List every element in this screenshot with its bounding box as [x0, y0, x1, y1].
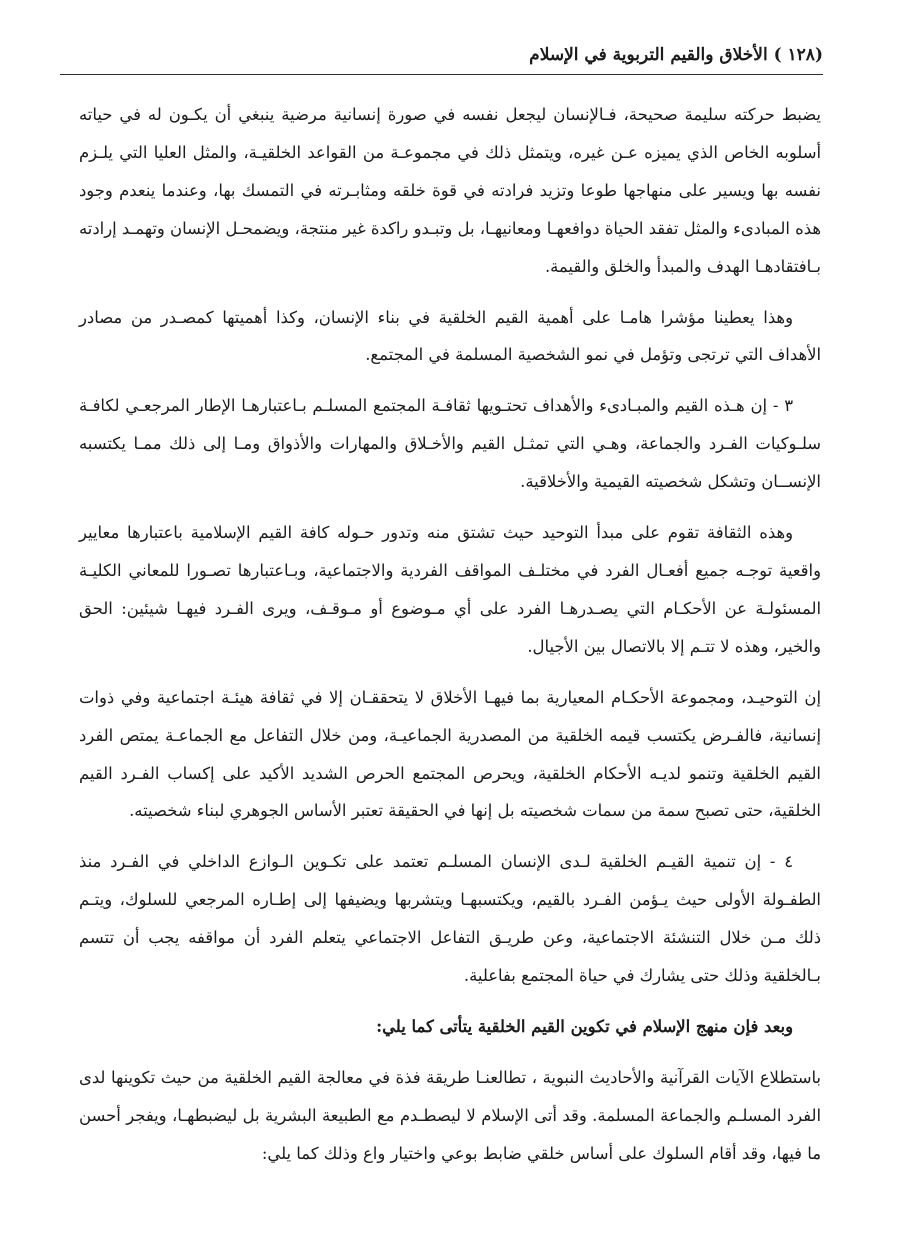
running-header [60, 40, 823, 72]
numbered-paragraph-4: ٤ - إن تنمية القيـم الخلقية لـدى الإنسان المسلـم تعتمد على تكـوين الـوازع الداخلي في الفـرد منذ الطفـولة الأولى حيث يـؤمن الفـرد بالقيم، ويكتسبهـا ويتشربها ويضيفها إلى إطـاره المرجعي للسلوك، ويتـم ذلك مـن خلال التنشئة الاجتماعية، وعن طريـق التفاعل الاجتماعي يتعلم الفرد أن مواقفه يجب أن تتسم بـالخلقية وذلك حتى يشارك في حياة المجتمع بفاعلية. [79, 852, 821, 986]
body-text [79, 96, 821, 1186]
paragraph: يضبط حركته سليمة صحيحة، فـالإنسان ليجعل نفسه في صورة إنسانية مرضية ينبغي أن يكـون له في حياته أسلوبه الخاص الذي يميزه عـن غيره، ويتمثل ذلك في مجموعـة من القواعد الخلقيـة، والمثل العليا التي يلـزم نفسه بها ويسير على منهاجها طوعا وتزيد فرادته في قوة خلقه ومثابـرته في التمسك بها، وعندما ينعدم وجود هذه المبادىء والمثل تفقد الحياة دوافعهـا ومعانيهـا، بل وتبـدو راكدة غير منتجة، ويضمحـل الإنسان وتهمـد إرادته بـافتقادهـا الهدف والمبدأ والخلق والقيمة. [79, 105, 822, 276]
numbered-paragraph-3: ٣ - إن هـذه القيم والمبـادىء والأهداف تحتـويها ثقافـة المجتمع المسلـم بـاعتبارهـا الإطار المرجعـي لكافـة سلـوكيات الفـرد والجماعة، وهـي التي تمثـل القيم والأخـلاق والمهارات والأذواق ومـا إلى ذلك ممـا يكتسبه الإنســان وتشكل شخصيته القيمية والأخلاقية. [79, 396, 821, 492]
paragraph: وهذا يعطينا مؤشرا هامـا على أهمية القيم الخلقية في بناء الإنسان، وكذا أهميتها كمصـدر من مصادر الأهداف التي ترتجى وتؤمل في نمو الشخصية المسلمة في المجتمع. [79, 307, 821, 365]
paragraph: إن التوحيـد، ومجموعة الأحكـام المعيارية بما فيهـا الأخلاق لا يتحققـان إلا في ثقافة هيئـة اجتماعية وفي ذوات إنسانية، فالفـرض يكتسب قيمه الخلقية من المصدرية الجماعيـة، ومن خلال التفاعل مع الجماعـة يمتص الفرد القيم الخلقية وتنمو لديـه الأحكام الخلقية، ويحرص المجتمع الحرص الشديد الأكيد على إكساب الفـرد القيم الخلقية، حتى تصبح سمة من سمات شخصيته بل إنها في الحقيقة تعتبر الأساس الجوهري لبناء شخصيته. [79, 687, 821, 821]
header-rule [60, 74, 823, 75]
section-heading: وبعد فإن منهج الإسلام في تكوين القيم الخلقية يتأتى كما يلي: [376, 1016, 793, 1036]
paragraph: وهذه الثقافة تقوم على مبدأ التوحيد حيث تشتق منه وتدور حـوله كافة القيم الإسلامية باعتبارها معايير واقعية توجـه جميع أفعـال الفرد في مختلـف المواقف الفردية والاجتماعية، وبـاعتبارها تصـورا للمعاني الكليـة المسئولـة عن الأحكـام التي يصـدرهـا الفرد على أي مـوضوع أو مـوقـف، ويرى الفـرد فيهـا شيئين: الحق والخير، وهذه لا تتـم إلا بالاتصال بين الأجيال. [79, 523, 821, 656]
paragraph: باستطلاع الآيات القرآنية والأحاديث النبوية ، تطالعنـا طريقة فذة في معالجة القيم الخلقية من حيث تكوينها لدى الفرد المسلـم والجماعة المسلمة. وقد أتى الإسلام لا ليصطـدم مع الطبيعة البشرية بل ليضبطهـا، ويفجر أحسن ما فيها، وقد أقام السلوك على أساس خلقي ضابط بوعي واختيار واع وذلك كما يلي: [79, 1067, 821, 1163]
page-number-and-book-title: (١٢٨ ) الأخلاق والقيم التربوية في الإسلام [529, 45, 823, 65]
